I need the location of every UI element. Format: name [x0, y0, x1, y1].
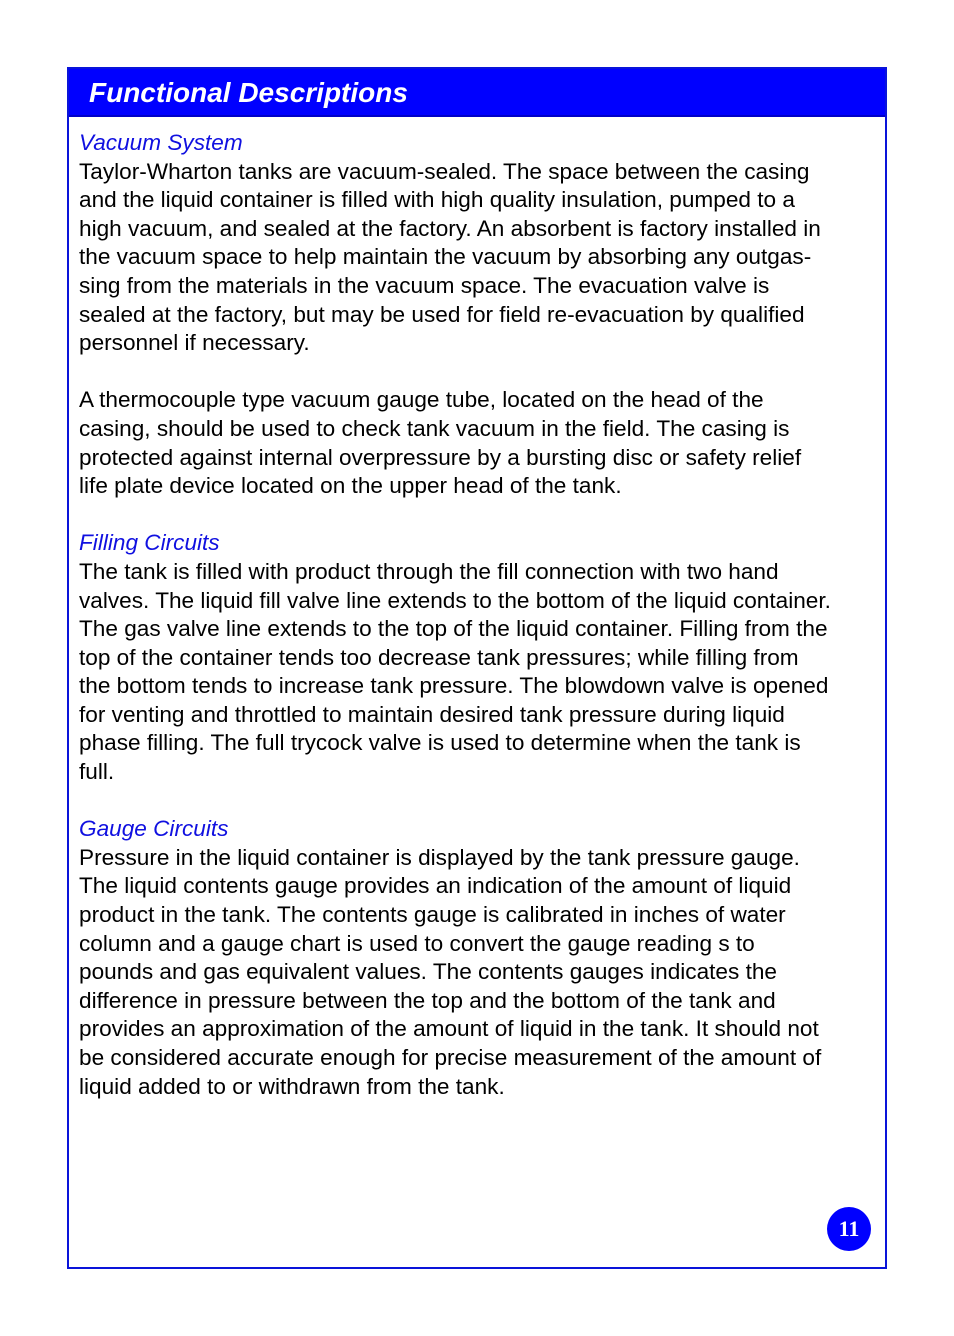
text-line: be considered accurate enough for precise measurement of the amount of [79, 1045, 822, 1070]
text-line: full. [79, 759, 115, 785]
text-line: for venting and throttled to maintain desired tank pressure during liquid [79, 701, 785, 727]
text-line: the vacuum space to help maintain the vacuum by absorbing any outgas- [79, 244, 812, 270]
text-line: phase filling. The full trycock valve is used to determine when the tank is [79, 730, 801, 756]
text-line: top of the container tends too decrease tank pressures; while filling from [79, 644, 799, 670]
paragraph [79, 386, 889, 500]
text-line: The tank is filled with product through the fill connection with two hand [79, 558, 779, 584]
paragraph [79, 158, 889, 358]
text-line: The gas valve line extends to the top of the liquid container. Filling from the [79, 616, 828, 642]
paragraph [79, 844, 889, 1101]
text-line: valves. The liquid fill valve line extends to the bottom of the liquid container. [79, 587, 831, 613]
text-line: product in the tank. The contents gauge is calibrated in inches of water [79, 902, 786, 928]
text-line: provides an approximation of the amount of liquid in the tank. It should not [79, 1016, 819, 1042]
text-line: personnel if necessary. [79, 330, 310, 356]
text-line: difference in pressure between the top and the bottom of the tank and [79, 987, 776, 1013]
text-line: column and a gauge chart is used to convert the gauge reading s to [79, 930, 755, 956]
page-number-badge: 11 [827, 1207, 871, 1251]
section-gauge-circuits [79, 815, 889, 1101]
section-vacuum-system [79, 129, 889, 501]
text-line: casing, should be used to check tank vacuum in the field. The casing is [79, 415, 790, 441]
section-filling-circuits [79, 529, 889, 786]
text-line: Pressure in the liquid container is displayed by the tank pressure gauge. [79, 844, 800, 870]
text-line: the bottom tends to increase tank pressure. The blowdown valve is opened [79, 673, 829, 699]
text-line: life plate device located on the upper head of the tank. [79, 473, 622, 499]
section-title: Vacuum System [79, 130, 243, 155]
content-body [79, 129, 889, 1101]
text-line: sealed at the factory, but may be used for field re-evacuation by qualified [79, 301, 805, 327]
section-title: Filling Circuits [79, 530, 220, 556]
text-line: Taylor-Wharton tanks are vacuum-sealed. The space between the casing [79, 158, 810, 184]
text-line: protected against internal overpressure by a bursting disc or safety relief [79, 444, 802, 470]
text-line: sing from the materials in the vacuum space. The evacuation valve is [79, 272, 770, 298]
page-frame [67, 67, 887, 1269]
text-line: and the liquid container is filled with high quality insulation, pumped to a [79, 187, 795, 213]
text-line: The liquid contents gauge provides an indication of the amount of liquid [79, 873, 792, 899]
paragraph [79, 558, 889, 787]
page-title: Functional Descriptions [89, 77, 408, 108]
text-line: A thermocouple type vacuum gauge tube, located on the head of the [79, 387, 764, 413]
text-line: pounds and gas equivalent values. The contents gauges indicates the [79, 959, 777, 985]
text-line: high vacuum, and sealed at the factory. An absorbent is factory installed in [79, 215, 821, 241]
text-line: liquid added to or withdrawn from the tank. [79, 1073, 505, 1099]
section-title: Gauge Circuits [79, 816, 229, 842]
header-bar [69, 69, 885, 117]
